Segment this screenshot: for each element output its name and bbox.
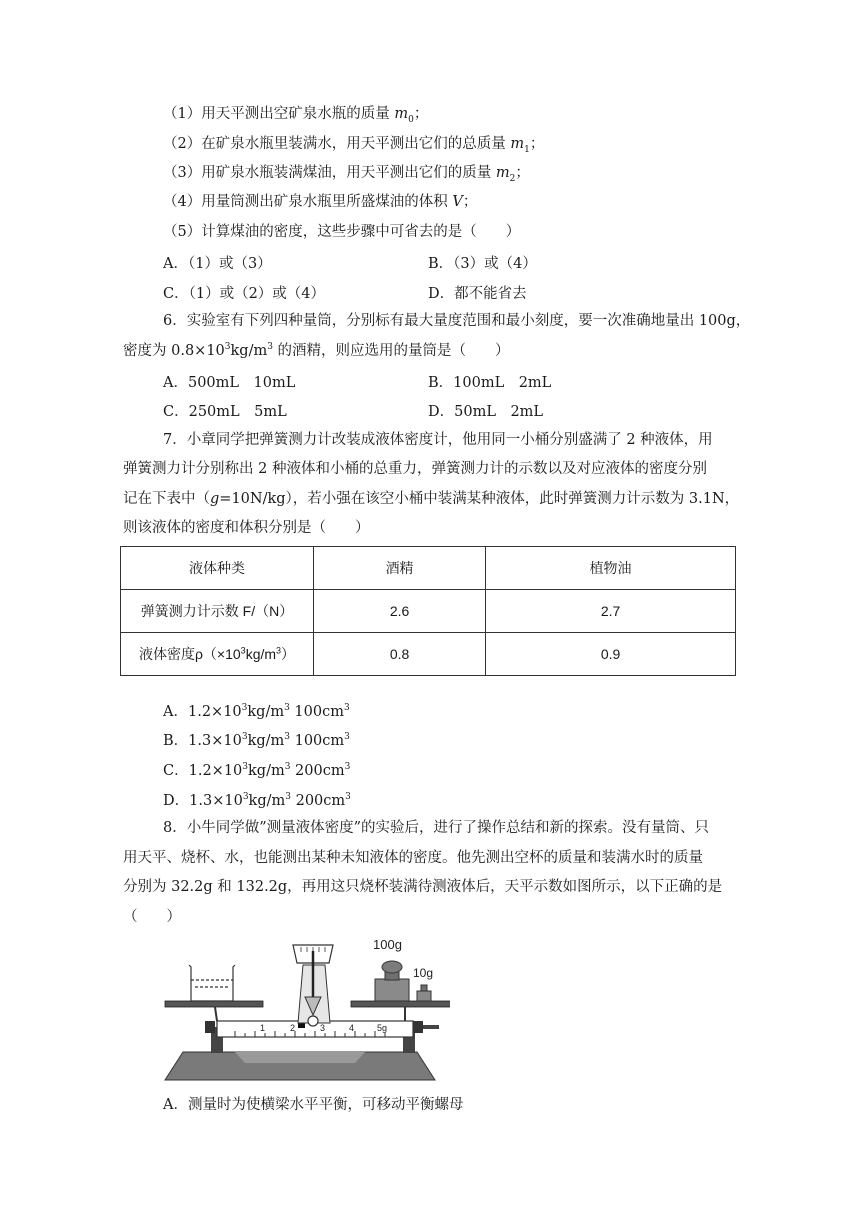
q7-line2: 弹簧测力计分别称出 2 种液体和小桶的总重力，弹簧测力计的示数以及对应液体的密度分别 xyxy=(123,461,707,477)
q7-line1: 7．小章同学把弹簧测力计改装成液体密度计，他用同一小桶分别盛满了 2 种液体，用 xyxy=(163,432,713,448)
table-row xyxy=(121,590,736,633)
q7-option-b[interactable]: B．$1.3\times 10^3kg/m^3$ $100cm^3$ xyxy=(163,732,350,749)
weight-10g xyxy=(417,985,431,1001)
table-cell: 0.8 xyxy=(314,633,486,676)
q8-option-a[interactable]: A．测量时为使横梁水平平衡，可移动平衡螺母 xyxy=(163,1097,464,1113)
scale-label: 5g xyxy=(377,1023,388,1033)
q6-stem-line2: 密度为 $0.8\times 10^3kg/m^3$ 的酒精，则应选用的量筒是（ ） xyxy=(123,342,510,359)
q5-step-4: （4）用量筒测出矿泉水瓶里所盛煤油的体积 V； xyxy=(163,194,478,210)
q6-option-a[interactable]: A．500mL 10mL xyxy=(163,375,296,391)
q5-option-a[interactable]: A．（1）或（3） xyxy=(163,256,272,272)
scale-label: 4 xyxy=(349,1023,355,1033)
q7-option-c[interactable]: C．$1.2\times 10^3kg/m^3$ $200cm^3$ xyxy=(163,762,351,779)
q6-option-b[interactable]: B．100mL 2mL xyxy=(428,375,552,391)
beaker xyxy=(189,965,235,1001)
weight-10g-label: 10g xyxy=(413,966,434,980)
q5-option-b[interactable]: B．（3）或（4） xyxy=(428,256,537,272)
q7-line4: 则该液体的密度和体积分别是（ ） xyxy=(123,520,370,536)
table-cell: 2.6 xyxy=(314,590,486,633)
q8-line1: 8．小牛同学做”测量液体密度”的实验后，进行了操作总结和新的探索。没有量筒、只 xyxy=(163,820,710,836)
table-cell: 弹簧测力计示数 F/（N） xyxy=(121,590,314,633)
q5-step-3: （3）用矿泉水瓶装满煤油，用天平测出它们的质量 $m_2$； xyxy=(163,165,530,184)
scale-label: 2 xyxy=(290,1023,296,1033)
q6-option-c[interactable]: C．250mL 5mL xyxy=(163,404,287,420)
q6-option-d[interactable]: D．50mL 2mL xyxy=(428,404,544,420)
scale-label: 1 xyxy=(260,1023,266,1033)
right-balance-nut xyxy=(413,1021,423,1033)
weight-100g-label: 100g xyxy=(373,937,402,952)
q7-option-a[interactable]: A．$1.2\times 10^3kg/m^3$ $100cm^3$ xyxy=(163,703,350,720)
right-pan xyxy=(351,1001,450,1007)
q7-option-d[interactable]: D．$1.3\times 10^3kg/m^3$ $200cm^3$ xyxy=(163,792,351,809)
table-header-cell: 酒精 xyxy=(314,547,486,590)
q7-line3: 记在下表中（g=10N/kg），若小强在该空小桶中装满某种液体，此时弹簧测力计示数为 3.1N， xyxy=(123,491,740,507)
q5-option-d[interactable]: D．都不能省去 xyxy=(428,286,527,302)
table-cell: 2.7 xyxy=(486,590,736,633)
left-balance-nut xyxy=(205,1021,215,1033)
q8-line3: 分别为 32.2g 和 132.2g，再用这只烧杯装满待测液体后，天平示数如图所示，以下正确的是 xyxy=(123,879,723,895)
q8-line2: 用天平、烧杯、水，也能测出某种未知液体的密度。他先测出空杯的质量和装满水时的质量 xyxy=(123,850,703,866)
balance-base-top xyxy=(235,1052,365,1063)
table-cell: 液体密度$\rho(\times 10^3kg/m^3)$ xyxy=(121,633,314,676)
table-header-row xyxy=(121,547,736,590)
left-pan xyxy=(165,1001,263,1007)
q5-step-2: （2）在矿泉水瓶里装满水，用天平测出它们的总质量 $m_1$； xyxy=(163,136,545,155)
table-header-cell: 植物油 xyxy=(486,547,736,590)
q6-stem-line1: 6．实验室有下列四种量筒，分别标有最大量度范围和最小刻度，要一次准确地量出 100g， xyxy=(163,313,751,329)
q7-data-table xyxy=(120,546,736,676)
weight-100g xyxy=(375,961,409,1001)
q8-line4: （ ） xyxy=(123,909,181,925)
pivot-knob xyxy=(308,1016,318,1026)
q5-question: （5）计算煤油的密度，这些步骤中可省去的是（ ） xyxy=(163,224,521,240)
scale-label: 3 xyxy=(320,1023,326,1033)
q5-option-c[interactable]: C．（1）或（2）或（4） xyxy=(163,286,326,302)
table-cell: 0.9 xyxy=(486,633,736,676)
table-header-cell: 液体种类 xyxy=(121,547,314,590)
table-row xyxy=(121,633,736,676)
balance-figure xyxy=(155,935,450,1085)
q5-step-1: （1）用天平测出空矿泉水瓶的质量 $m_0$； xyxy=(163,106,429,125)
